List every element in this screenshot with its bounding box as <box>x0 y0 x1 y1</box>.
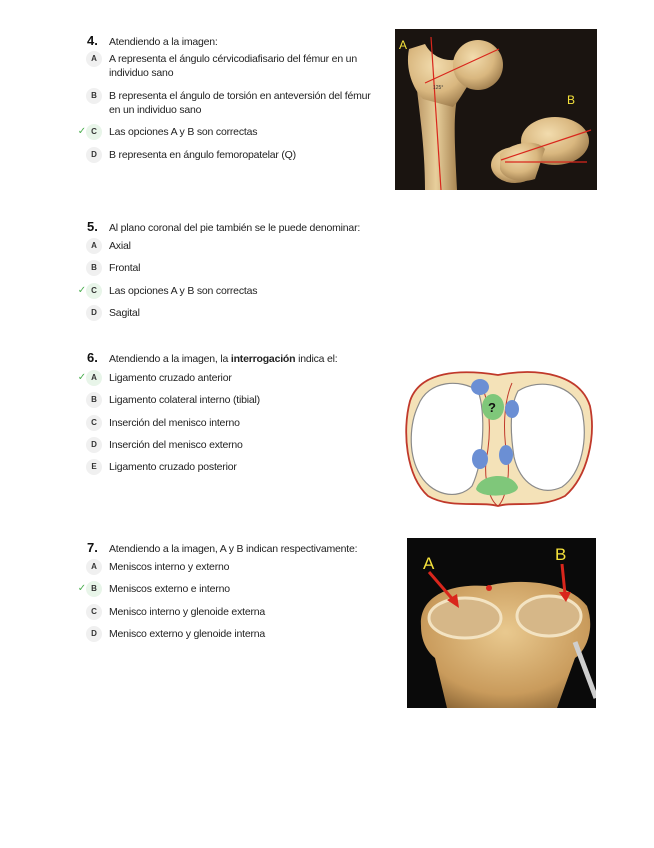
option-text: B representa en ángulo femoropatelar (Q) <box>109 149 296 161</box>
question-header <box>87 33 218 49</box>
option-text: Ligamento cruzado posterior <box>109 461 237 473</box>
option-letter: A <box>86 370 102 386</box>
option-letter: D <box>86 437 102 453</box>
question-number: 5. <box>87 219 98 234</box>
option-text: Axial <box>109 240 131 252</box>
option-letter: C <box>86 283 102 299</box>
question-number: 7. <box>87 540 98 555</box>
option-letter: A <box>86 559 102 575</box>
option-letter: D <box>86 305 102 321</box>
question-number: 4. <box>87 33 98 48</box>
option-letter: B <box>86 392 102 408</box>
option-text: Inserción del menisco externo <box>109 439 243 451</box>
tibial-plateau-illustration <box>400 361 596 509</box>
label-a: A <box>423 554 435 573</box>
option-letter: A <box>86 51 102 67</box>
knee-specimen-illustration <box>407 538 596 708</box>
option-text: Menisco interno y glenoide externa <box>109 606 266 618</box>
femur-image <box>395 29 597 190</box>
knee-specimen-image <box>407 538 596 708</box>
option-letter: C <box>86 415 102 431</box>
option-letter: A <box>86 238 102 254</box>
option-text: A representa el ángulo cérvicodiafisario del fémur en un individuo sano <box>109 53 357 79</box>
option-letter: B <box>86 581 102 597</box>
question-header <box>87 219 360 235</box>
option-text: Frontal <box>109 262 141 274</box>
option-letter: B <box>86 260 102 276</box>
option-text: Las opciones A y B son correctas <box>109 126 258 138</box>
interrogation-mark: ? <box>488 400 496 415</box>
option-letter: B <box>86 88 102 104</box>
option-text: Meniscos externo e interno <box>109 583 230 595</box>
option-letter: E <box>86 459 102 475</box>
option-text: Inserción del menisco interno <box>109 417 240 429</box>
question-header <box>87 540 357 556</box>
label-a: A <box>399 38 408 52</box>
option-text: B representa el ángulo de torsión en anteversión del fémur en un individuo sano <box>109 90 371 116</box>
question-text: Atendiendo a la imagen, la interrogación indica el: <box>109 353 338 365</box>
femur-illustration <box>395 29 597 190</box>
correct-check-icon: ✓ <box>77 285 87 296</box>
option-letter: D <box>86 147 102 163</box>
option-text: Sagital <box>109 307 140 319</box>
correct-check-icon: ✓ <box>77 126 87 137</box>
label-b: B <box>555 545 567 564</box>
label-b: B <box>567 93 576 107</box>
option-letter: D <box>86 626 102 642</box>
correct-check-icon: ✓ <box>77 583 87 594</box>
option-text: Las opciones A y B son correctas <box>109 285 258 297</box>
option-text: Meniscos interno y externo <box>109 561 230 573</box>
question-text: Al plano coronal del pie también se le puede denominar: <box>109 222 361 234</box>
option-text: Menisco externo y glenoide interna <box>109 628 266 640</box>
svg-text:125°: 125° <box>433 85 444 91</box>
question-number: 6. <box>87 350 98 365</box>
tibial-plateau-image <box>400 361 596 509</box>
option-text: Ligamento cruzado anterior <box>109 372 232 384</box>
option-letter: C <box>86 124 102 140</box>
correct-check-icon: ✓ <box>77 372 87 383</box>
question-text: Atendiendo a la imagen, A y B indican respectivamente: <box>109 543 358 555</box>
option-letter: C <box>86 604 102 620</box>
question-text: Atendiendo a la imagen: <box>109 36 218 48</box>
option-text: Ligamento colateral interno (tibial) <box>109 394 260 406</box>
question-header <box>87 350 338 366</box>
